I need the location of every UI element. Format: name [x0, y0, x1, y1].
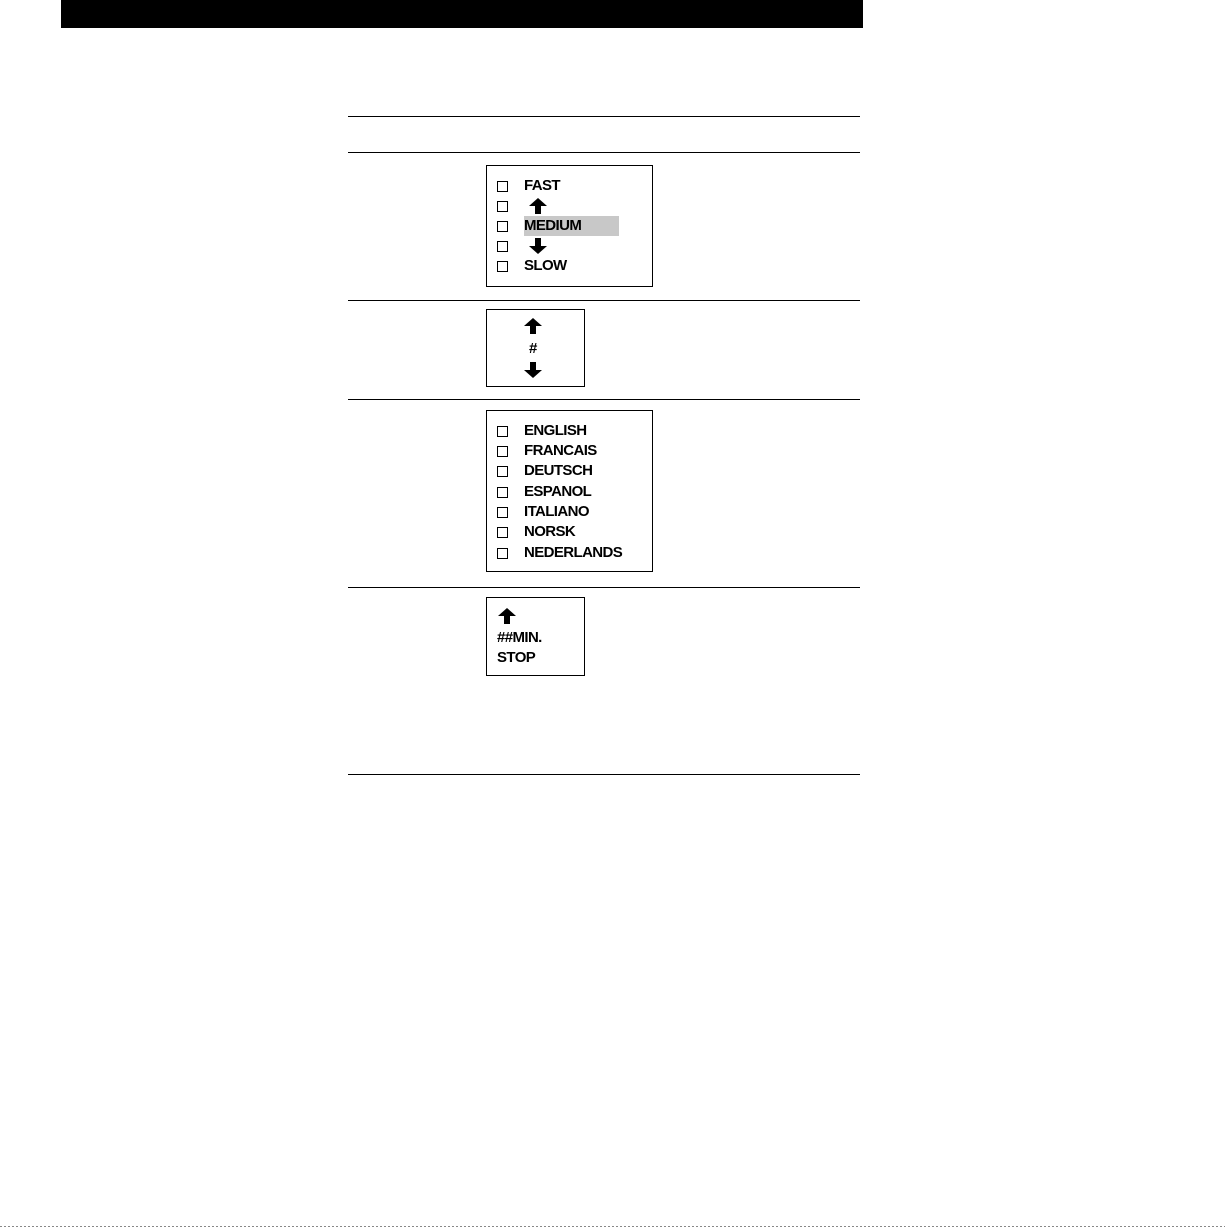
speed-option-medium[interactable] — [497, 216, 619, 236]
language-option[interactable] — [497, 441, 597, 461]
language-label: FRANCAIS — [524, 442, 597, 459]
speed-menu-panel — [486, 165, 653, 287]
language-option[interactable] — [497, 421, 586, 441]
number-selector-panel — [486, 309, 585, 387]
speed-option-label-selected: MEDIUM — [524, 216, 619, 236]
checkbox[interactable] — [497, 201, 508, 212]
checkbox[interactable] — [497, 221, 508, 232]
arrow-up-icon[interactable] — [523, 318, 543, 334]
language-label: ITALIANO — [524, 503, 589, 520]
checkbox[interactable] — [497, 466, 508, 477]
language-label: NORSK — [524, 523, 576, 540]
language-option[interactable] — [497, 522, 575, 542]
language-label: ENGLISH — [524, 422, 587, 439]
language-option[interactable] — [497, 482, 591, 502]
checkbox[interactable] — [497, 548, 508, 559]
header-bar — [61, 0, 863, 28]
language-label: DEUTSCH — [524, 462, 593, 479]
language-menu-panel — [486, 410, 653, 572]
checkbox[interactable] — [497, 181, 508, 192]
table-rule-bottom — [348, 774, 860, 775]
language-option[interactable] — [497, 461, 592, 481]
table-rule-top — [348, 116, 860, 117]
timer-display-panel — [486, 597, 585, 676]
language-option[interactable] — [497, 543, 622, 563]
speed-option-fast[interactable] — [497, 176, 560, 196]
table-rule-header — [348, 152, 860, 153]
language-label: NEDERLANDS — [524, 544, 623, 561]
speed-option-slow[interactable] — [497, 256, 567, 276]
language-option[interactable] — [497, 502, 589, 522]
table-rule-row1 — [348, 300, 860, 301]
table-rule-row3 — [348, 587, 860, 588]
speed-option-label: FAST — [524, 177, 560, 194]
checkbox[interactable] — [497, 507, 508, 518]
checkbox[interactable] — [497, 261, 508, 272]
table-rule-row2 — [348, 399, 860, 400]
checkbox[interactable] — [497, 241, 508, 252]
arrow-down-icon[interactable] — [523, 362, 543, 378]
timer-stop-label: STOP — [497, 649, 536, 666]
speed-option-slower[interactable] — [497, 236, 548, 256]
checkbox[interactable] — [497, 426, 508, 437]
language-label: ESPANOL — [524, 483, 592, 500]
arrow-up-icon[interactable] — [497, 608, 517, 624]
speed-option-faster[interactable] — [497, 196, 548, 216]
checkbox[interactable] — [497, 487, 508, 498]
number-value: # — [529, 340, 537, 357]
timer-minutes: ##MIN. — [497, 629, 542, 646]
arrow-up-icon — [528, 198, 548, 214]
checkbox[interactable] — [497, 446, 508, 457]
speed-option-label: SLOW — [524, 257, 567, 274]
arrow-down-icon — [528, 238, 548, 254]
checkbox[interactable] — [497, 527, 508, 538]
